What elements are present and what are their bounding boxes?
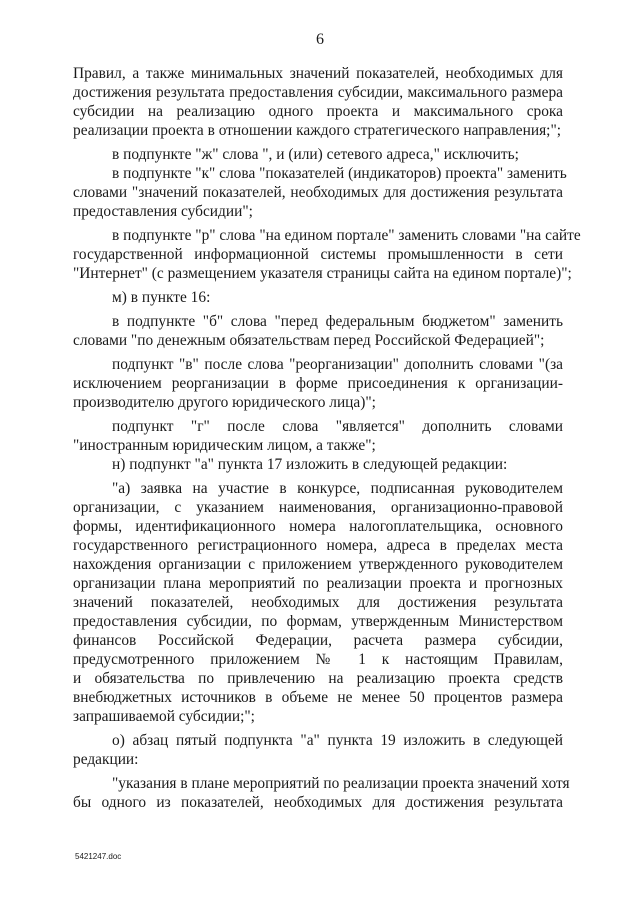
text-line: организации плана мероприятий по реализации проекта и прогнозных xyxy=(73,575,563,592)
text-line: о) абзац пятый подпункта "а" пункта 19 изложить в следующей xyxy=(112,732,563,749)
text-line: нахождения организации с приложением утвержденного руководителем xyxy=(73,556,563,573)
text-line: "иностранным юридическим лицом, а также"; xyxy=(73,437,376,454)
text-line: бы одного из показателей, необходимых для достижения результата xyxy=(73,794,563,811)
text-line: подпункт "в" после слова "реорганизации" дополнить словами "(за xyxy=(112,356,563,373)
text-line: государственного регистрационного номера, адреса в пределах места xyxy=(73,537,563,554)
text-line: формы, идентификационного номера налогоплательщика, основного xyxy=(73,518,563,535)
text-line: государственной информационной системы промышленности в сети xyxy=(73,246,563,263)
text-line: м) в пункте 16: xyxy=(112,289,211,306)
text-line: финансов Российской Федерации, расчета размера субсидии, xyxy=(73,632,563,649)
text-line: редакции: xyxy=(73,751,139,768)
text-line: в подпункте "р" слова "на едином портале" заменить словами "на сайте xyxy=(112,227,581,244)
text-line: в подпункте "к" слова "показателей (индикаторов) проекта" заменить xyxy=(112,165,567,182)
document-filename: 5421247.doc xyxy=(75,852,122,861)
text-line: Правил, а также минимальных значений показателей, необходимых для xyxy=(73,65,563,82)
text-line: "Интернет" (с размещением указателя страницы сайта на едином портале)"; xyxy=(73,265,572,282)
text-line: производителю другого юридического лица)"; xyxy=(73,394,376,411)
text-line: внебюджетных источников в объеме не менее 50 процентов размера xyxy=(73,689,563,706)
text-line: запрашиваемой субсидии;"; xyxy=(73,708,255,725)
text-line: подпункт "г" после слова "является" дополнить словами xyxy=(112,418,563,435)
text-line: н) подпункт "а" пункта 17 изложить в следующей редакции: xyxy=(112,456,508,473)
text-line: словами "по денежным обязательствам перед Российской Федерацией"; xyxy=(73,332,545,349)
text-line: организации, с указанием наименования, организационно-правовой xyxy=(73,499,563,516)
text-line: реализации проекта в отношении каждого стратегического направления;"; xyxy=(73,122,562,139)
page-number: 6 xyxy=(316,31,324,48)
text-line: предоставления субсидии, по формам, утвержденным Министерством xyxy=(73,613,563,630)
text-line: словами "значений показателей, необходимых для достижения результата xyxy=(73,184,563,201)
text-line: предусмотренного приложением № 1 к настоящим Правилам, xyxy=(73,651,563,668)
text-line: исключением реорганизации в форме присоединения к организации- xyxy=(73,375,563,392)
text-line: "а) заявка на участие в конкурсе, подписанная руководителем xyxy=(112,480,563,497)
text-line: значений показателей, необходимых для достижения результата xyxy=(73,594,563,611)
text-line: и обязательства по привлечению на реализацию проекта средств xyxy=(73,670,563,687)
text-line: предоставления субсидии"; xyxy=(73,203,253,220)
text-line: в подпункте "б" слова "перед федеральным бюджетом" заменить xyxy=(112,313,563,330)
text-line: субсидии на реализацию одного проекта и максимального срока xyxy=(73,103,563,120)
text-line: "указания в плане мероприятий по реализации проекта значений хотя xyxy=(112,775,570,792)
text-line: достижения результата предоставления субсидии, максимального размера xyxy=(73,84,563,101)
text-line: в подпункте "ж" слова ", и (или) сетевого адреса," исключить; xyxy=(112,146,519,163)
